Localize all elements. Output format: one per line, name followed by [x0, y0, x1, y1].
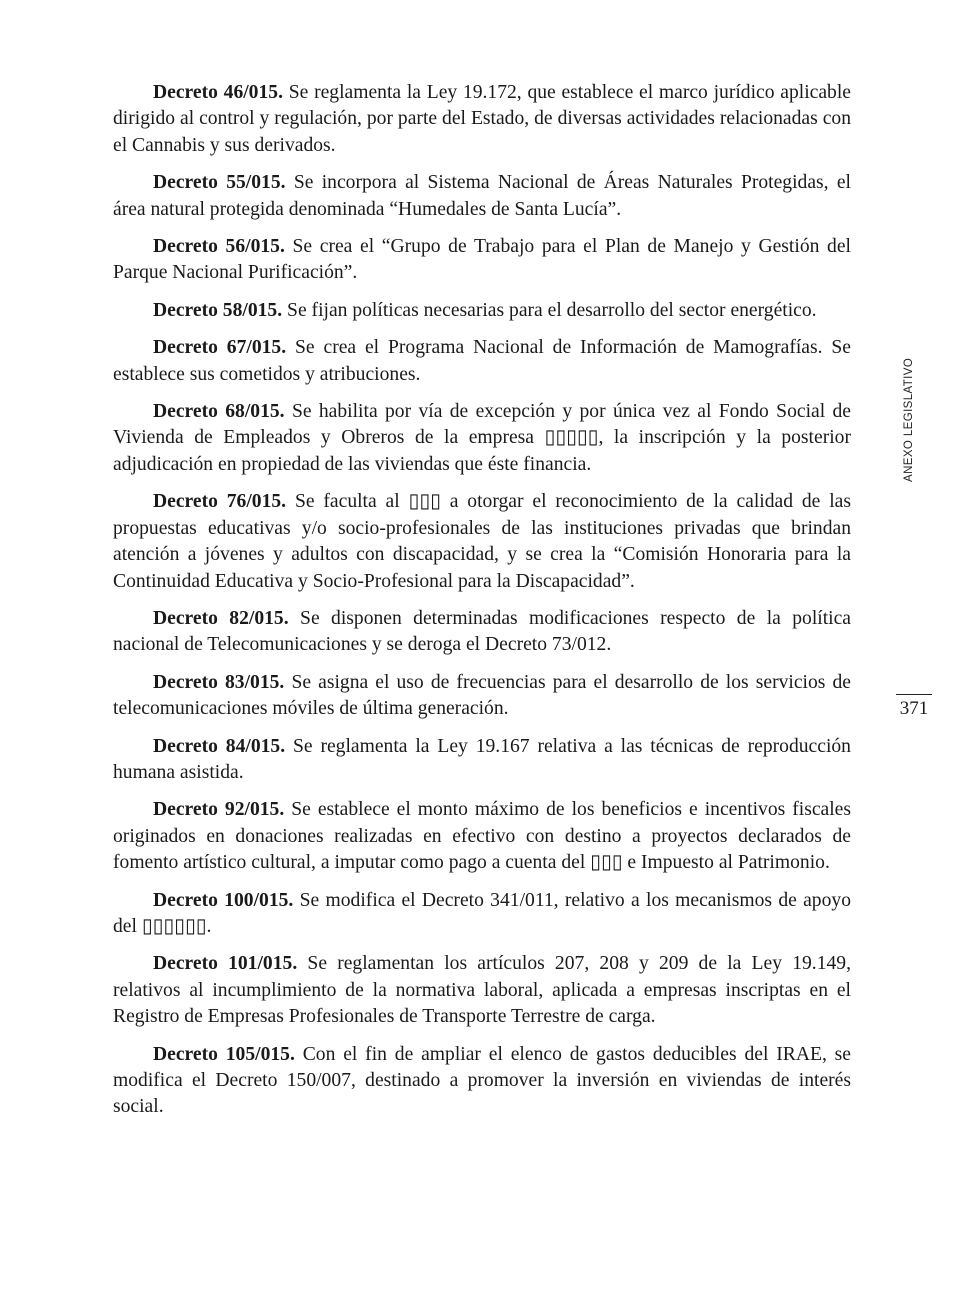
decree-title: Decreto 83/015.	[153, 671, 285, 693]
decree-entry	[113, 606, 851, 659]
decree-text: Se fijan políticas necesarias para el desarrollo del sector energético.	[287, 299, 817, 321]
decree-title: Decreto 101/015.	[153, 953, 298, 975]
decree-entry	[113, 489, 851, 595]
decree-entry	[113, 951, 851, 1030]
decree-entry	[113, 399, 851, 478]
decree-entry	[113, 1042, 851, 1121]
decree-title: Decreto 82/015.	[153, 607, 289, 629]
decree-entry	[113, 888, 851, 941]
decree-text: Se establece el monto máximo de los beneficios e incentivos fiscales originados en donaciones realizadas en efectivo con destino a proyectos declarados de fomento artístico cultural, a imputar como pago a cuenta del ▯▯▯ e Impuesto al Patrimonio.	[113, 799, 851, 874]
decree-entry	[113, 670, 851, 723]
decree-title: Decreto 58/015.	[153, 299, 283, 321]
decree-text: Se crea el Programa Nacional de Información de Mamografías. Se establece sus cometidos y atribuciones.	[113, 337, 851, 385]
decree-text: Se disponen determinadas modificaciones respecto de la política nacional de Telecomunicaciones y se deroga el Decreto 73/012.	[113, 607, 851, 656]
decree-title: Decreto 56/015.	[153, 236, 285, 258]
decree-title: Decreto 84/015.	[153, 735, 286, 757]
decree-title: Decreto 67/015.	[153, 337, 287, 359]
page-number: 371	[899, 698, 929, 719]
decree-title: Decreto 100/015.	[153, 889, 294, 911]
decree-entry	[113, 797, 851, 876]
decree-text: Se habilita por vía de excepción y por única vez al Fondo Social de Vivienda de Empleados y Obreros de la empresa ▯▯▯▯▯, la inscripción y la posterior adjudicación en propiedad de las viviendas que éste financia.	[113, 401, 851, 475]
section-side-label: ANEXO LEGISLATIVO	[903, 357, 915, 482]
decree-text: Con el fin de ampliar el elenco de gastos deducibles del IRAE, se modifica el Decreto 150/007, destinado a promover la inversión en viviendas de interés social.	[113, 1043, 851, 1118]
decree-text: Se reglamenta la Ley 19.172, que establece el marco jurídico aplicable dirigido al control y regulación, por parte del Estado, de diversas actividades relacionadas con el Cannabis y sus derivados.	[113, 82, 851, 156]
page-number-rule	[896, 694, 932, 695]
decree-title: Decreto 105/015.	[153, 1043, 295, 1065]
decree-text: Se modifica el Decreto 341/011, relativo a los mecanismos de apoyo del ▯▯▯▯▯▯.	[113, 889, 851, 937]
decree-list	[113, 80, 851, 1132]
decree-text: Se reglamenta la Ley 19.167 relativa a las técnicas de reproducción humana asistida.	[113, 735, 851, 783]
decree-title: Decreto 55/015.	[153, 172, 286, 194]
decree-entry	[113, 234, 851, 287]
decree-text: Se asigna el uso de frecuencias para el desarrollo de los servicios de telecomunicaciones móviles de última generación.	[113, 671, 851, 720]
decree-title: Decreto 46/015.	[153, 82, 283, 103]
decree-title: Decreto 76/015.	[153, 491, 287, 513]
decree-text: Se reglamentan los artículos 207, 208 y 209 de la Ley 19.149, relativos al incumplimiento de la normativa laboral, aplicada a empresas inscriptas en el Registro de Empresas Profesionales de Transporte Terrestre de carga.	[113, 953, 851, 1028]
decree-text: Se crea el “Grupo de Trabajo para el Plan de Manejo y Gestión del Parque Nacional Purificación”.	[113, 236, 851, 284]
decree-entry	[113, 734, 851, 787]
decree-text: Se faculta al ▯▯▯ a otorgar el reconocimiento de la calidad de las propuestas educativas y/o socio-profesionales de las instituciones privadas que brindan atención a jóvenes y adultos con discapacidad, y se crea la “Comisión Honoraria para la Continuidad Educativa y Socio-Profesional para la Discapacidad”.	[113, 491, 851, 592]
decree-entry	[113, 80, 851, 159]
decree-entry	[113, 298, 851, 324]
decree-title: Decreto 68/015.	[153, 401, 285, 423]
decree-entry	[113, 170, 851, 223]
decree-entry	[113, 335, 851, 388]
decree-title: Decreto 92/015.	[153, 799, 285, 821]
decree-text: Se incorpora al Sistema Nacional de Áreas Naturales Protegidas, el área natural protegida denominada “Humedales de Santa Lucía”.	[113, 172, 851, 220]
